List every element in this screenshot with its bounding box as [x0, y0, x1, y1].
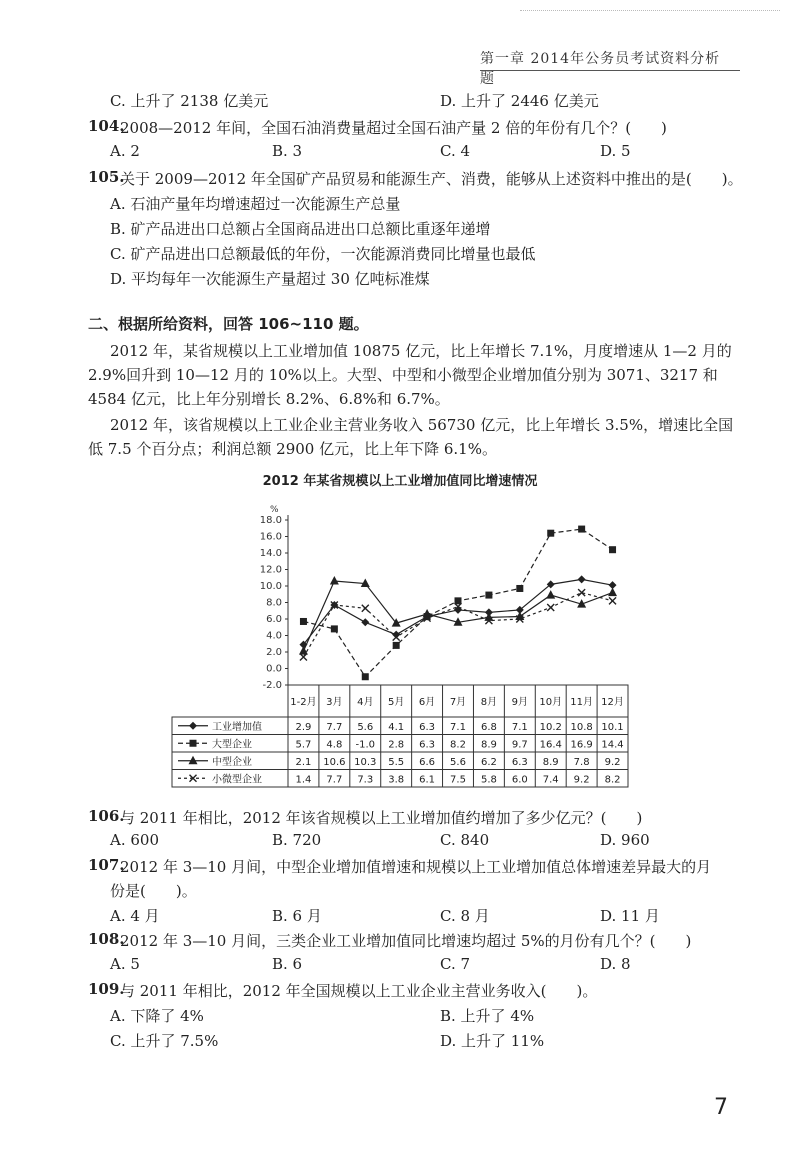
table-cell: 6.3 [419, 739, 436, 751]
table-cell: 16.4 [539, 739, 562, 751]
data-point [608, 588, 617, 597]
category-label: 3月 [326, 697, 343, 708]
table-cell: 7.1 [511, 721, 528, 733]
q104-number: 104. [88, 117, 125, 135]
category-label: 10月 [539, 697, 563, 708]
page-number: 7 [714, 1095, 728, 1120]
category-label: 5月 [387, 697, 405, 708]
table-cell: 7.5 [450, 774, 466, 786]
section-title: 二、根据所给资料，回答 106~110 题。 [88, 315, 369, 333]
q106-option-b: B. 720 [272, 831, 322, 849]
table-cell: 8.9 [480, 739, 497, 751]
q104-option-d: D. 5 [600, 142, 631, 160]
q106-text: 与 2011 年相比，2012 年该省规模以上工业增加值约增加了多少亿元？( ) [120, 809, 643, 827]
table-cell: 8.2 [604, 774, 621, 786]
legend-label: 大型企业 [212, 739, 252, 751]
table-cell: -1.0 [355, 739, 376, 751]
q108-option-b: B. 6 [272, 955, 303, 973]
data-point [578, 575, 586, 583]
q108-option-c: C. 7 [440, 955, 471, 973]
category-label: 7月 [449, 697, 467, 708]
table-cell: 6.2 [480, 756, 497, 768]
y-tick-label: 2.0 [266, 647, 282, 658]
table-cell: 3.8 [388, 774, 405, 786]
table-cell: 10.6 [323, 756, 346, 768]
q104-option-c: C. 4 [440, 142, 471, 160]
q107-option-d: D. 11 月 [600, 907, 660, 925]
q104-text: 2008—2012 年间，全国石油消费量超过全国石油产量 2 倍的年份有几个？( ) [120, 119, 667, 137]
q109-option-a: A. 下降了 4% [110, 1007, 204, 1025]
category-label: 6月 [418, 697, 436, 708]
category-label: 8月 [480, 697, 498, 708]
y-tick-label: 6.0 [266, 614, 282, 625]
legend-label: 中型企业 [212, 756, 252, 768]
table-cell: 10.1 [601, 721, 624, 733]
table-cell: 7.1 [450, 721, 466, 733]
q107-number: 107. [88, 856, 125, 874]
q107-text-line-2: 份是( )。 [110, 882, 197, 900]
table-cell: 16.9 [570, 739, 593, 751]
y-tick-label: -2.0 [262, 680, 282, 691]
y-tick-label: 0.0 [266, 663, 282, 675]
q105-option-a: A. 石油产量年均增速超过一次能源生产总量 [110, 195, 401, 213]
data-point [547, 604, 554, 611]
q107-text-line-1: 2012 年 3—10 月间，中型企业增加值增速和规模以上工业增加值总体增速差异最大的月 [120, 858, 712, 876]
q107-option-c: C. 8 月 [440, 907, 490, 925]
data-point [516, 585, 523, 592]
table-cell: 10.2 [539, 721, 562, 733]
data-point [578, 526, 585, 533]
q103-option-c: C. 上升了 2138 亿美元 [110, 92, 269, 110]
q104-option-b: B. 3 [272, 142, 303, 160]
q105-option-c: C. 矿产品进出口总额最低的年份，一次能源消费同比增量也最低 [110, 245, 536, 263]
q105-option-b: B. 矿产品进出口总额占全国商品进出口总额比重逐年递增 [110, 220, 491, 238]
legend-label: 小微型企业 [212, 774, 262, 786]
q109-number: 109. [88, 980, 125, 998]
legend-marker [190, 740, 197, 747]
data-point [361, 618, 369, 626]
data-point [362, 673, 369, 680]
table-cell: 4.1 [388, 721, 405, 733]
legend-marker [189, 756, 198, 765]
category-label: 9月 [511, 697, 529, 708]
data-point [609, 597, 616, 604]
table-cell: 6.8 [480, 721, 497, 733]
table-cell: 10.3 [354, 756, 377, 768]
table-cell: 6.6 [419, 756, 436, 768]
series-line-2 [303, 581, 612, 651]
data-point [484, 612, 493, 621]
table-cell: 10.8 [570, 721, 593, 733]
table-cell: 9.7 [511, 739, 528, 751]
category-label: 12月 [601, 697, 624, 708]
table-cell: 7.4 [542, 774, 559, 786]
q103-option-d: D. 上升了 2446 亿美元 [440, 92, 599, 110]
material-paragraph-1-line-3: 4584 亿元，比上年分别增长 8.2%、6.8%和 6.7%。 [88, 390, 450, 408]
y-tick-label: 18.0 [259, 515, 282, 526]
table-cell: 2.9 [295, 721, 312, 733]
q108-option-d: D. 8 [600, 955, 631, 973]
legend-marker [189, 722, 197, 730]
q105-option-d: D. 平均每年一次能源生产量超过 30 亿吨标准煤 [110, 270, 430, 288]
legend-label: 工业增加值 [212, 721, 262, 733]
data-point [609, 546, 616, 553]
chart-title: 2012 年某省规模以上工业增加值同比增速情况 [262, 474, 538, 489]
q109-text: 与 2011 年相比，2012 年全国规模以上工业企业主营业务收入( )。 [120, 982, 598, 1000]
table-cell: 14.4 [601, 739, 624, 751]
q109-option-c: C. 上升了 7.5% [110, 1032, 219, 1050]
table-cell: 5.8 [480, 774, 497, 786]
data-point [393, 642, 400, 649]
q106-option-a: A. 600 [110, 831, 159, 849]
y-tick-label: 4.0 [266, 630, 282, 642]
q108-option-a: A. 5 [110, 955, 140, 973]
table-cell: 1.4 [295, 774, 312, 786]
table-cell: 6.3 [511, 756, 528, 768]
table-cell: 8.2 [450, 739, 466, 751]
y-tick-label: 10.0 [259, 581, 282, 592]
category-label: 1-2月 [290, 697, 317, 708]
running-header: 第一章 2014年公务员考试资料分析题 [480, 51, 721, 87]
q109-option-b: B. 上升了 4% [440, 1007, 535, 1025]
material-paragraph-2-line-1: 2012 年，该省规模以上工业企业主营业务收入 56730 亿元，比上年增长 3.5%，增速比全国 [110, 416, 734, 434]
q105-number: 105. [88, 168, 125, 186]
q104-option-a: A. 2 [110, 142, 140, 160]
q107-option-a: A. 4 月 [110, 907, 160, 925]
y-tick-label: 14.0 [259, 548, 282, 559]
data-point [330, 576, 339, 585]
data-point [300, 618, 307, 625]
q108-number: 108. [88, 930, 125, 948]
material-paragraph-1-line-1: 2012 年，某省规模以上工业增加值 10875 亿元，比上年增长 7.1%，月度增速从 1—2 月的 [110, 342, 732, 360]
table-cell: 9.2 [604, 756, 621, 768]
category-label: 4月 [357, 697, 374, 708]
data-point [331, 625, 338, 632]
table-cell: 4.8 [326, 739, 343, 751]
material-paragraph-1-line-2: 2.9%回升到 10—12 月的 10%以上。大型、中型和小微型企业增加值分别为 3071、3217 和 [88, 366, 718, 384]
table-cell: 7.7 [326, 774, 343, 786]
y-tick-label: 12.0 [259, 564, 282, 576]
table-cell: 7.3 [357, 774, 374, 786]
y-tick-label: 8.0 [266, 597, 282, 609]
q106-option-d: D. 960 [600, 831, 650, 849]
y-tick-label: 16.0 [259, 531, 282, 543]
table-cell: 7.7 [326, 721, 343, 733]
data-point [362, 605, 369, 612]
q107-option-b: B. 6 月 [272, 907, 322, 925]
category-label: 11月 [570, 697, 594, 708]
table-cell: 5.6 [450, 756, 466, 768]
q108-text: 2012 年 3—10 月间，三类企业工业增加值同比增速均超过 5%的月份有几个？( ) [120, 932, 692, 950]
material-paragraph-2-line-2: 低 7.5 个百分点；利润总额 2900 亿元，比上年下降 6.1%。 [88, 440, 497, 458]
table-cell: 6.3 [419, 721, 436, 733]
q106-option-c: C. 840 [440, 831, 490, 849]
y-axis-unit: % [270, 505, 279, 515]
table-cell: 5.6 [357, 721, 374, 733]
table-cell: 2.1 [295, 756, 312, 768]
data-point [578, 589, 585, 596]
table-cell: 6.1 [419, 774, 436, 786]
table-cell: 8.9 [542, 756, 559, 768]
q105-text: 关于 2009—2012 年全国矿产品贸易和能源生产、消费，能够从上述资料中推出的是( )。 [120, 170, 743, 188]
data-point [546, 590, 555, 599]
table-cell: 9.2 [573, 774, 590, 786]
q109-option-d: D. 上升了 11% [440, 1032, 545, 1050]
table-cell: 7.8 [573, 756, 590, 768]
table-cell: 5.5 [388, 756, 405, 768]
data-point [547, 530, 554, 537]
data-point [485, 592, 492, 599]
table-cell: 6.0 [511, 774, 528, 786]
table-cell: 2.8 [388, 739, 405, 751]
table-cell: 5.7 [295, 739, 312, 751]
q106-number: 106. [88, 807, 125, 825]
